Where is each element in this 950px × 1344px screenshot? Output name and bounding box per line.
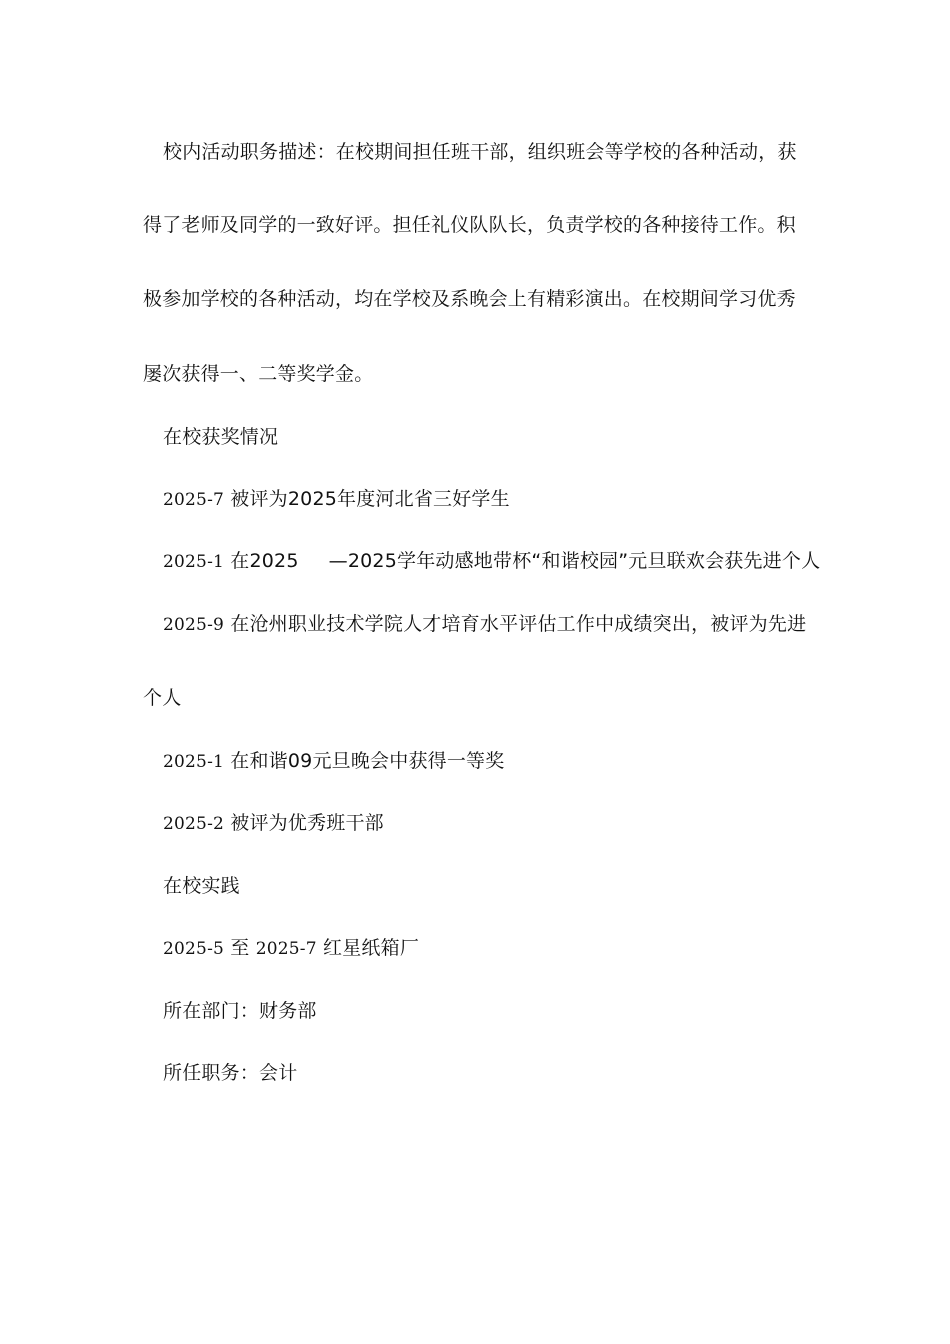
practice-end-date: 2025-7 (255, 939, 317, 959)
activities-line-3: 极参加学校的各种活动，均在学校及系晚会上有精彩演出。在校期间学习优秀 (143, 288, 796, 310)
award-text: —2025学年动感地带杯“和谐校园”元旦联欢会获先进个人 (328, 550, 821, 572)
award-item (163, 810, 384, 837)
practice-position: 所任职务：会计 (163, 1062, 298, 1084)
practice-company: 红星纸箱厂 (323, 937, 420, 959)
award-date: 2025-7 (163, 490, 225, 510)
award-date: 2025-1 (163, 752, 225, 772)
practice-connector: 至 (230, 937, 250, 959)
award-item (163, 486, 510, 513)
award-item (163, 611, 806, 638)
award-date: 2025-2 (163, 814, 225, 834)
practice-heading: 在校实践 (163, 875, 240, 897)
activities-line-4: 屡次获得一、二等奖学金。 (143, 363, 374, 385)
award-text: 在和谐09元旦晚会中获得一等奖 (230, 750, 505, 772)
awards-heading: 在校获奖情况 (163, 426, 279, 448)
award-item (163, 748, 504, 775)
activities-line-1: 校内活动职务描述：在校期间担任班干部，组织班会等学校的各种活动，获 (163, 141, 797, 163)
award-continuation: 个人 (143, 687, 182, 709)
activities-line-2: 得了老师及同学的一致好评。担任礼仪队队长，负责学校的各种接待工作。积 (143, 214, 796, 236)
award-text: 在沧州职业技术学院人才培育水平评估工作中成绩突出，被评为先进 (230, 613, 807, 635)
award-text: 在2025 (230, 550, 299, 572)
practice-start-date: 2025-5 (163, 939, 225, 959)
award-text: 被评为2025年度河北省三好学生 (230, 488, 510, 510)
award-date: 2025-9 (163, 615, 225, 635)
award-item (163, 548, 820, 575)
practice-period (163, 935, 419, 962)
award-date: 2025-1 (163, 552, 225, 572)
award-text: 被评为优秀班干部 (230, 812, 384, 834)
practice-department: 所在部门：财务部 (163, 1000, 317, 1022)
